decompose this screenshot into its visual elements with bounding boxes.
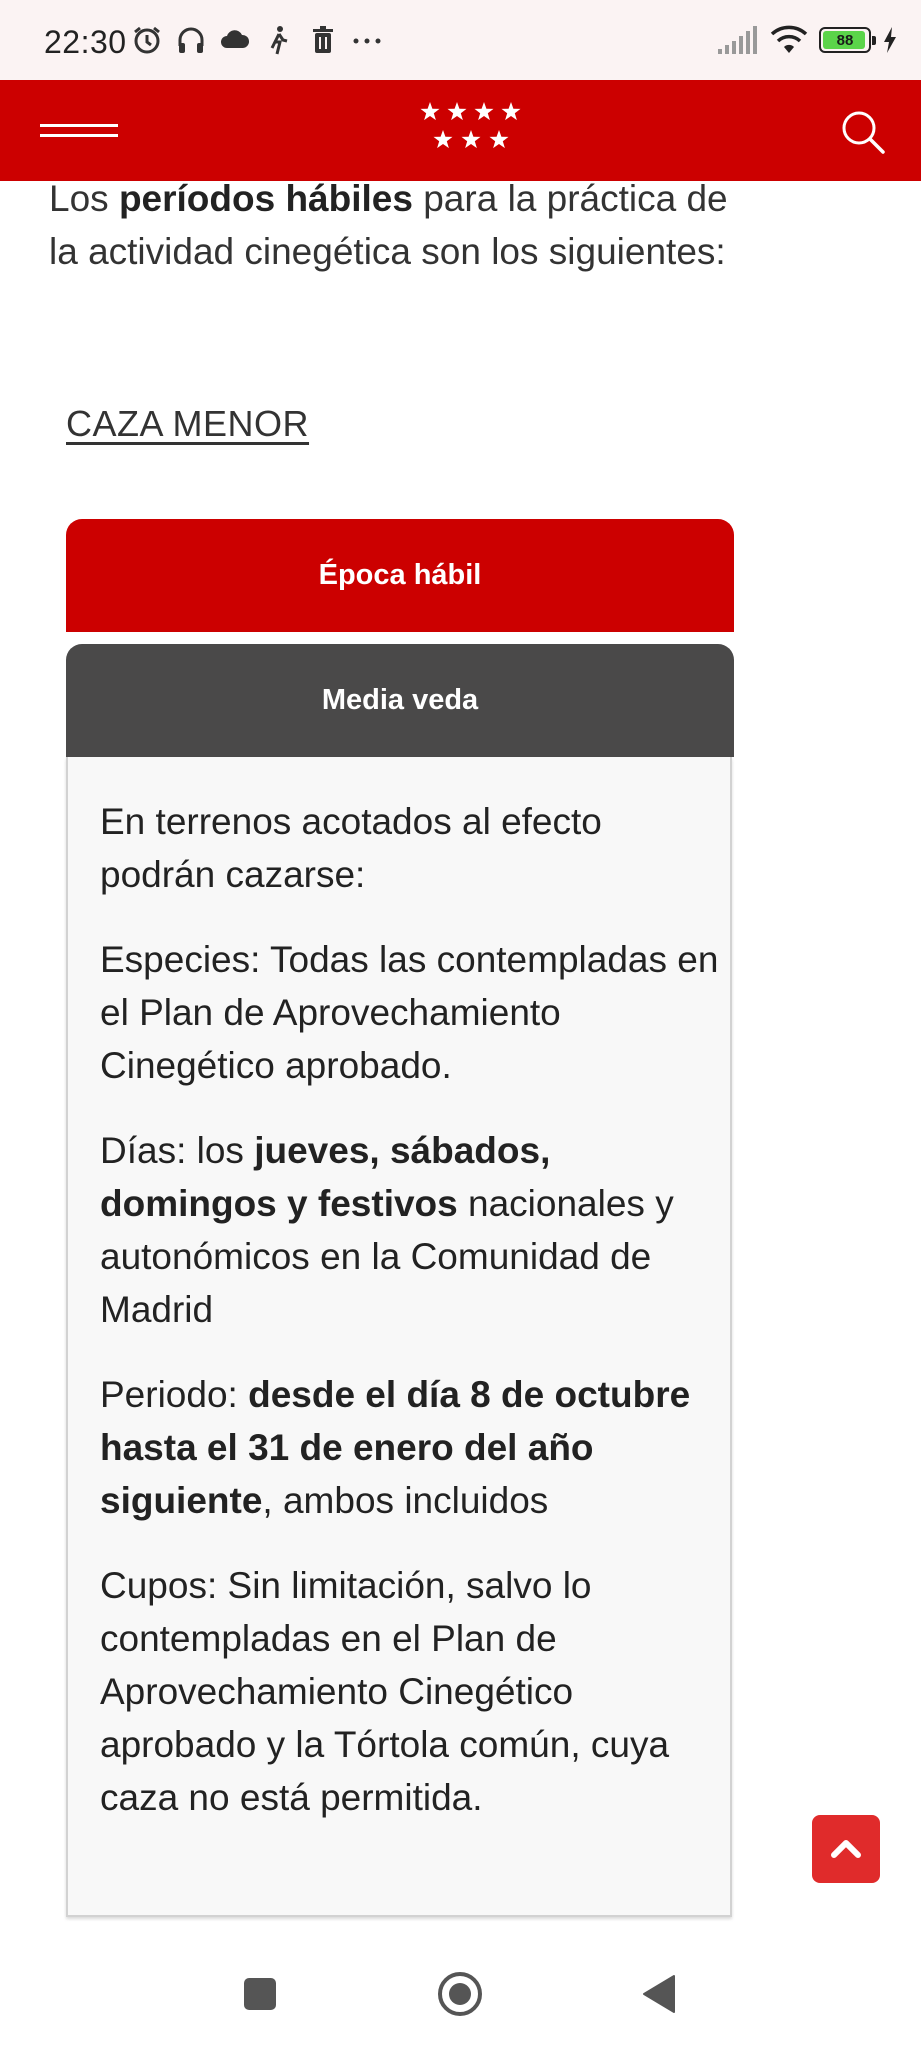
- tab-media-veda[interactable]: Media veda: [66, 644, 734, 757]
- scroll-to-top-button[interactable]: [812, 1815, 880, 1883]
- status-left-icons: [130, 22, 384, 58]
- charging-bolt-icon: [881, 23, 899, 57]
- alarm-icon: [130, 23, 164, 57]
- status-right-icons: [715, 22, 899, 58]
- media-veda-panel: [66, 757, 732, 1917]
- seven-stars-logo-icon[interactable]: [415, 98, 545, 158]
- periodo-prefix: Periodo:: [100, 1374, 249, 1415]
- trash-icon: [306, 23, 340, 57]
- hamburger-menu-icon[interactable]: [40, 116, 120, 148]
- system-navigation-bar: [0, 1940, 921, 2048]
- site-header: [0, 80, 921, 181]
- panel-paragraph-intro: En terrenos acotados al efecto podrán cazarse:: [100, 801, 602, 895]
- dias-suffix: nacionales y autonómicos en la Comunidad de Madrid: [100, 1183, 674, 1330]
- dias-prefix: Días: los: [100, 1130, 255, 1171]
- triangle-back-icon[interactable]: [640, 1974, 680, 2014]
- section-title-caza-menor[interactable]: CAZA MENOR: [66, 403, 310, 444]
- headphones-icon: [174, 23, 208, 57]
- periodo-suffix: , ambos incluidos: [262, 1480, 549, 1521]
- panel-paragraph-cupos: Cupos: Sin limitación, salvo lo contempladas en el Plan de Aprovechamiento Cinegético aprobado y la Tórtola común, cuya caza no está permitida.: [100, 1565, 670, 1818]
- panel-paragraph-periodo: [100, 1368, 720, 1527]
- square-recent-apps-icon[interactable]: [244, 1978, 276, 2010]
- more-dots-icon: [350, 23, 384, 57]
- circle-home-icon[interactable]: [436, 1970, 484, 2018]
- status-bar: [0, 0, 921, 80]
- intro-bold: períodos hábiles: [118, 178, 413, 219]
- chevron-up-icon: [826, 1829, 866, 1869]
- panel-body: [100, 795, 720, 1856]
- intro-prefix: Los: [49, 178, 119, 219]
- search-icon[interactable]: [839, 108, 887, 156]
- periodo-bold: desde el día 8 de octubre hasta el 31 de enero del año siguiente: [100, 1374, 691, 1521]
- battery-icon: [819, 27, 871, 53]
- wifi-icon: [769, 23, 809, 57]
- walking-icon: [262, 23, 296, 57]
- tab-epoca-habil[interactable]: Época hábil: [66, 519, 734, 632]
- cloud-icon: [218, 23, 252, 57]
- panel-paragraph-dias: [100, 1124, 720, 1336]
- intro-paragraph: [49, 172, 749, 278]
- status-time: 22:30: [44, 24, 127, 60]
- signal-icon: [715, 23, 759, 57]
- panel-paragraph-especies: Especies: Todas las contempladas en el Plan de Aprovechamiento Cinegético aprobado.: [100, 939, 719, 1086]
- intro-suffix: para la práctica de la actividad cinegética son los siguientes:: [49, 178, 728, 272]
- dias-bold: jueves, sábados, domingos y festivos: [100, 1130, 551, 1224]
- battery-level: 88: [836, 31, 854, 49]
